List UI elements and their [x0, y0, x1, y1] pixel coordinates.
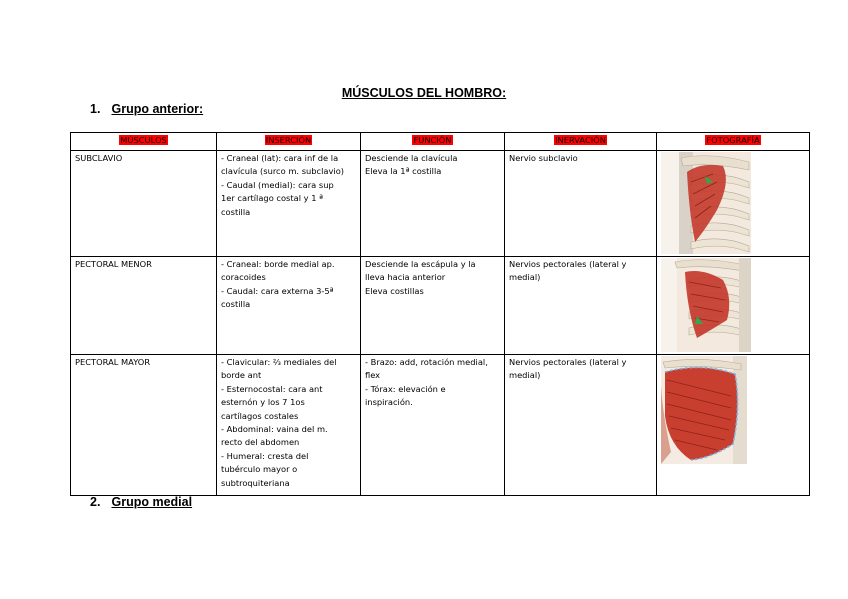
function-cell: Desciende la clavícula Eleva la 1ª costilla: [361, 151, 505, 257]
photo-cell: [657, 355, 810, 496]
section-heading-anterior: [90, 102, 203, 116]
section-label: Grupo anterior:: [111, 102, 204, 116]
function-cell: Desciende la escápula y la lleva hacia anterior Eleva costillas: [361, 257, 505, 355]
innervation-cell: Nervios pectorales (lateral y medial): [505, 257, 657, 355]
insertion-cell: - Craneal: borde medial ap. coracoides - Caudal: cara externa 3-5ª costilla: [217, 257, 361, 355]
photo-cell: [657, 151, 810, 257]
section-number: 2.: [90, 495, 101, 509]
table-header-row: [71, 133, 810, 151]
innervation-cell: Nervio subclavio: [505, 151, 657, 257]
muscle-name: PECTORAL MAYOR: [71, 355, 217, 496]
pectoralis-minor-anatomy-image: [661, 258, 751, 352]
header-musculos: MÚSCULOS: [71, 133, 217, 151]
header-funcion: FUNCIÓN: [361, 133, 505, 151]
section-number: 1.: [90, 102, 101, 116]
table-row: [71, 355, 810, 496]
page-title: MÚSCULOS DEL HOMBRO:: [341, 86, 507, 100]
header-fotografia: FOTOGRAFÍA: [657, 133, 810, 151]
innervation-cell: Nervios pectorales (lateral y medial): [505, 355, 657, 496]
section-heading-medial: [90, 495, 192, 509]
photo-cell: [657, 257, 810, 355]
insertion-cell: - Clavicular: ⅔ mediales del borde ant - Esternocostal: cara ant esternón y los 7 1os cartílagos costales - Abdominal: vaina del m. recto del abdomen - Humeral: cresta del tubérculo mayor o subtroquiteriana: [217, 355, 361, 496]
section-label: Grupo medial: [111, 495, 193, 509]
table-row: [71, 151, 810, 257]
muscle-name: PECTORAL MENOR: [71, 257, 217, 355]
function-cell: - Brazo: add, rotación medial, flex - Tórax: elevación e inspiración.: [361, 355, 505, 496]
muscles-table: [70, 132, 810, 496]
subclavius-anatomy-image: [661, 152, 751, 254]
table-row: [71, 257, 810, 355]
header-insercion: INSERCIÓN: [217, 133, 361, 151]
header-inervacion: INERVACIÓN: [505, 133, 657, 151]
muscle-name: SUBCLAVIO: [71, 151, 217, 257]
insertion-cell: - Craneal (lat): cara inf de la clavícula (surco m. subclavio) - Caudal (medial): cara sup 1er cartílago costal y 1 ª costilla: [217, 151, 361, 257]
pectoralis-major-anatomy-image: [661, 356, 747, 464]
